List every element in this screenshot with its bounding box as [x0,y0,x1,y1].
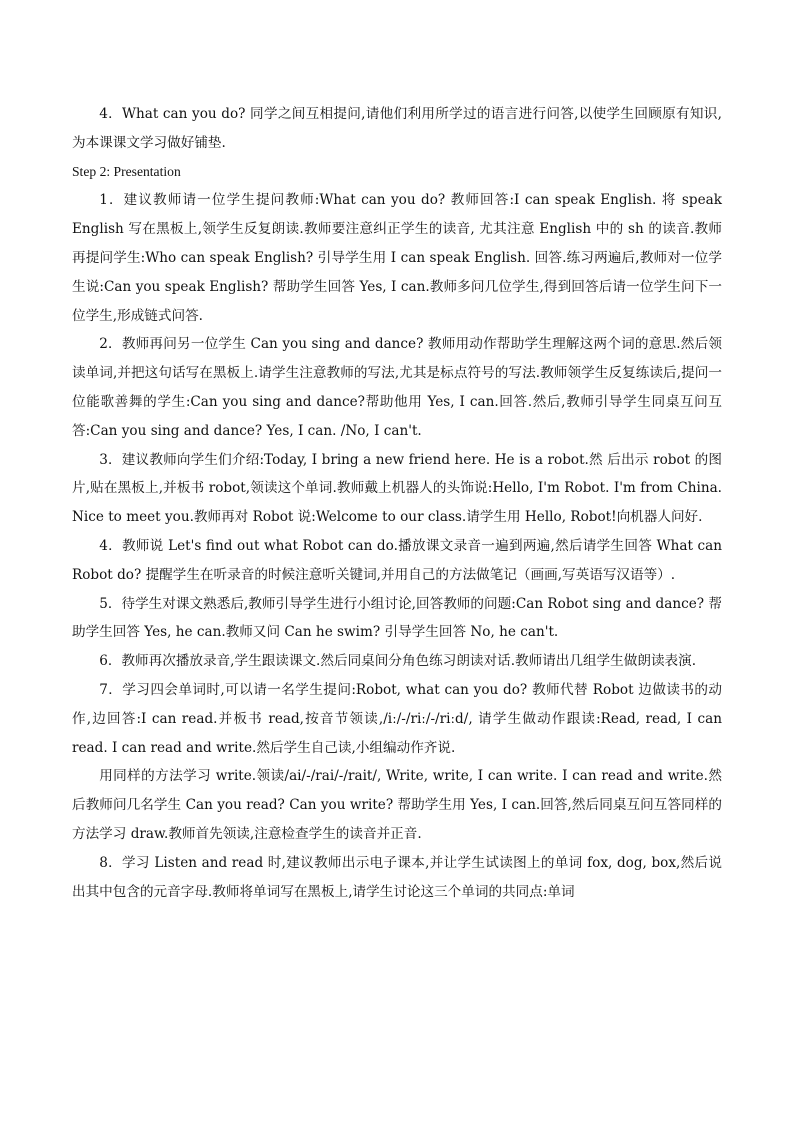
paragraph-intro-4: 4．What can you do? 同学之间互相提问,请他们利用所学过的语言进行问答,以使学生回顾原有知识,为本课课文学习做好铺垫. [72,106,722,151]
paragraph-8: 8．学习 Listen and read 时,建议教师出示电子课本,并让学生试读图上的单词 fox, dog, box,然后说出其中包含的元音字母.教师将单词写在黑板上,请学生讨论这三个单词的共同点:单词 [72,854,722,900]
paragraph-2: 2．教师再问另一位学生 Can you sing and dance? 教师用动作帮助学生理解这两个词的意思.然后领读单词,并把这句话写在黑板上.请学生注意教师的写法,尤其是标点符号的写法.教师领学生反复练读后,提问一位能歌善舞的学生:Can you sing and dance?帮助他用 Yes, I can.回答.然后,教师引导学生同桌互问互答:Can you sing and dance? Yes, I can. /No, I can't. [72,336,722,439]
paragraph-7: 7．学习四会单词时,可以请一名学生提问:Robot, what can you do? 教师代替 Robot 边做读书的动作,边回答:I can read.并板书 read,按音节领读,/iː/-/riː/-/riːd/, 请学生做动作跟读:Read, read, I can read. I can read and write.然后学生自己读,小组编动作齐说. [72,681,722,756]
section-heading-step-2: Step 2: Presentation [72,163,181,179]
paragraph-4: 4．教师说 Let's find out what Robot can do.播放课文录音一遍到两遍,然后请学生回答 What can Robot do? 提醒学生在听录音的时候注意听关键词,并用自己的方法做笔记（画画,写英语写汉语等）. [72,537,722,583]
paragraph-5: 5．待学生对课文熟悉后,教师引导学生进行小组讨论,回答教师的问题:Can Robot sing and dance? 帮助学生回答 Yes, he can.教师又问 Can he swim? 引导学生回答 No, he can't. [72,595,722,641]
document-body [72,100,722,906]
paragraph-3: 3．建议教师向学生们介绍:Today, I bring a new friend here. He is a robot.然 后出示 robot 的图片,贴在黑板上,并板书 robot,领读这个单词.教师戴上机器人的头饰说:Hello, I'm Robot. I'm from China. Nice to meet you.教师再对 Robot 说:Welcome to our class.请学生用 Hello, Robot!向机器人问好. [72,451,722,526]
paragraph-6: 6．教师再次播放录音,学生跟读课文.然后同桌间分角色练习朗读对话.教师请出几组学生做朗读表演. [99,653,697,670]
paragraph-1: 1．建议教师请一位学生提问教师:What can you do? 教师回答:I can speak English. 将 speak English 写在黑板上,领学生反复朗读.教师要注意纠正学生的读音, 尤其注意 English 中的 sh 的读音.教师再提问学生:Who can speak English? 引导学生用 I can speak English. 回答.练习两遍后,教师对一位学生说:Can you speak English? 帮助学生回答 Yes, I can.教师多问几位学生,得到回答后请一位学生问下一位学生,形成链式问答. [72,192,722,324]
paragraph-7-continued: 用同样的方法学习 write.领读/ai/-/rai/-/rait/, Write, write, I can write. I can read and write.然后教师问几名学生 Can you read? Can you write? 帮助学生用 Yes, I can.回答,然后同桌互问互答同样的方法学习 draw.教师首先领读,注意检查学生的读音并正音. [72,768,722,842]
